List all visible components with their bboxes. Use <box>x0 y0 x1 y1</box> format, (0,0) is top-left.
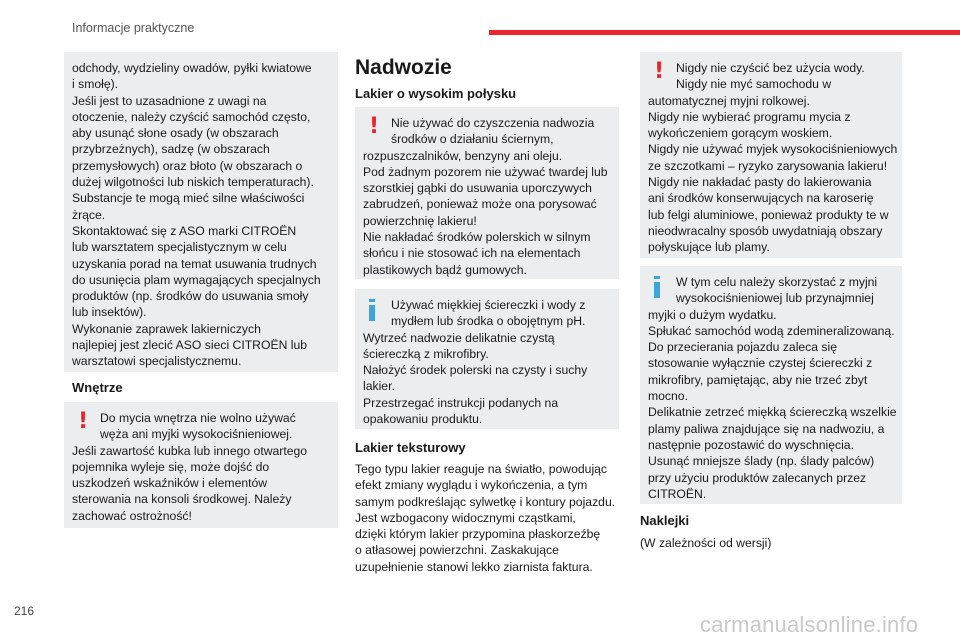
text-line: opakowaniu produktu. <box>363 412 483 427</box>
col2-info-box <box>355 289 619 429</box>
info-icon <box>650 276 664 298</box>
watermark: carmanualsonline.info <box>700 612 919 637</box>
text-line: wysokociśnieniowej lub przynajmniej <box>676 291 874 306</box>
text-line: dużej wilgotności lub niskich temperaturach). <box>72 175 314 190</box>
text-line: Usunąć mniejsze ślady (np. ślady palców) <box>648 454 875 469</box>
heading-textured: Lakier teksturowy <box>355 440 466 455</box>
header-red-bar <box>489 30 960 35</box>
text-line: ani środków konserwujących na karoserię <box>648 191 874 206</box>
text-line: Nigdy nie czyścić bez użycia wody. <box>676 61 865 75</box>
warning-icon: ! <box>369 114 380 139</box>
col2-box1-text <box>363 148 611 278</box>
col3-info-box <box>640 266 902 504</box>
col2-box1-indent <box>363 115 611 148</box>
text-line: najlepiej jest zlecić ASO sieci CITROËN lub <box>72 338 308 353</box>
text-line: myjki o dużym wydatku. <box>648 307 777 322</box>
col1-box-continued <box>64 52 338 372</box>
text-line: samym podkreślając sylwetkę i kontury pojazdu. <box>355 494 616 509</box>
text-line: lakier. <box>363 379 395 394</box>
text-line: Nałożyć środek polerski na czysty i suchy <box>363 363 588 378</box>
text-line: lub insektów). <box>72 305 147 320</box>
text-line: mocno. <box>648 389 688 404</box>
text-line: Nigdy nie nakładać pasty do lakierowania <box>648 175 872 190</box>
text-line: powierzchnię lakieru! <box>363 213 477 228</box>
text-line: węża ani myjki wysokociśnieniowej. <box>100 427 293 442</box>
text-line: efekt zmiany wyglądu i wykończenia, a tym <box>355 478 588 493</box>
text-line: Do przecierania pojazdu zaleca się <box>648 340 838 355</box>
text-line: CITROËN. <box>648 486 707 501</box>
text-line: otoczenie, należy czyścić samochód często, <box>72 109 311 124</box>
text-line: plastikowych bądź gumowych. <box>363 262 527 277</box>
text-line: Jest wzbogacony widocznymi cząstkami, <box>355 510 576 525</box>
warning-icon: ! <box>78 409 89 434</box>
text-line: odchody, wydzieliny owadów, pyłki kwiatowe <box>72 61 312 75</box>
col1-box2-text <box>72 443 330 524</box>
text-line: Spłukać samochód wodą zdemineralizowaną. <box>648 323 895 338</box>
text-line: Nie używać do czyszczenia nadwozia <box>391 116 595 130</box>
text-line: Do mycia wnętrza nie wolno używać <box>100 411 296 425</box>
textured-paragraph <box>355 461 625 575</box>
col1-box1-text <box>72 60 330 370</box>
text-line: produktów (np. środków do usuwania smoły <box>72 289 309 304</box>
text-line: nieodwracalny sposób uwydatniają obszary <box>648 223 883 238</box>
col2-warning-box <box>355 107 619 279</box>
col3-box2-text <box>648 307 897 503</box>
text-line: przy użyciu produktów zalecanych przez <box>648 470 867 485</box>
text-line: słońcu i nie stosować ich na elementach <box>363 246 581 261</box>
text-line: o atłasowej powierzchni. Zaskakujące <box>355 543 559 558</box>
text-line: Skontaktować się z ASO marki CITROËN <box>72 223 297 238</box>
text-line: uzyskania porad na temat usuwania trudnych <box>72 256 317 271</box>
text-line: Delikatnie zetrzeć miękką ściereczką wszelkie <box>648 405 897 420</box>
text-line: automatycznej myjni rolkowej. <box>648 93 810 108</box>
col1-box2-indent <box>72 410 330 443</box>
text-line: do usunięcia plam wymagających specjalnych <box>72 272 321 287</box>
text-line: lub felgi aluminiowe, ponieważ produkty te w <box>648 207 889 222</box>
col3-box1-indent <box>648 60 894 93</box>
text-line: Jeśli zawartość kubka lub innego otwartego <box>72 443 308 458</box>
heading-wnetrze: Wnętrze <box>72 380 123 395</box>
warning-icon: ! <box>654 59 665 84</box>
text-line: Jeśli jest to uzasadnione z uwagi na <box>72 93 267 108</box>
col1-warning-box <box>64 402 338 528</box>
col2-box2-text <box>363 330 611 428</box>
text-line: połyskujące lub plamy. <box>648 240 770 255</box>
col2-box2-indent <box>363 297 611 330</box>
text-line: ze szczotkami – ryzyko zarysowania lakieru! <box>648 158 888 173</box>
text-line: Używać miękkiej ściereczki i wody z <box>391 298 586 312</box>
text-line: lub warsztatem specjalistycznym w celu <box>72 240 287 255</box>
text-line: uszkodzeń wskaźników i elementów <box>72 476 268 491</box>
text-line: zachować ostrożność! <box>72 508 192 523</box>
col3-warning-box <box>640 52 902 258</box>
text-line: pojemnika wyleje się, może dojść do <box>72 459 270 474</box>
text-line: szorstkiej gąbki do usuwania uporczywych <box>363 181 592 196</box>
col3-box2-indent <box>648 274 894 307</box>
text-line: stosowanie wyłącznie czystej ściereczki z <box>648 356 873 371</box>
page-title-nadwozie: Nadwozie <box>355 56 452 79</box>
text-line: Przestrzegać instrukcji podanych na <box>363 395 559 410</box>
text-line: wykończeniem gorącym woskiem. <box>648 126 833 141</box>
text-line: mydłem lub środka o obojętnym pH. <box>391 314 586 329</box>
text-line: uzupełnienie stanowi lekko ziarnista faktura. <box>355 559 593 574</box>
text-line: Nie nakładać środków polerskich w silnym <box>363 230 591 245</box>
text-line: Tego typu lakier reaguje na światło, powodując <box>355 462 608 476</box>
stickers-note: (W zależności od wersji) <box>640 536 772 550</box>
col3-box1-text <box>648 93 898 256</box>
text-line: Nigdy nie wybierać programu mycia z <box>648 109 851 124</box>
text-line: aby usunąć słone osady (w obszarach <box>72 126 279 141</box>
text-line: dzięki którym lakier przypomina płaskorzeźbę <box>355 527 601 542</box>
text-line: ściereczką z mikrofibry. <box>363 346 489 361</box>
text-line: Substancje te mogą mieć silne właściwości <box>72 191 305 206</box>
text-line: Nigdy nie myć samochodu w <box>676 77 832 92</box>
text-line: W tym celu należy skorzystać z myjni <box>676 275 878 289</box>
subheading-gloss: Lakier o wysokim połysku <box>355 86 517 101</box>
text-line: żrące. <box>72 207 106 222</box>
text-line: sterowania na konsoli środkowej. Należy <box>72 492 292 507</box>
text-line: mikrofibry, pamiętając, aby nie trzeć zbyt <box>648 372 868 387</box>
text-line: następnie pozostawić do wyschnięcia. <box>648 437 854 452</box>
text-line: Wytrzeć nadwozie delikatnie czystą <box>363 330 555 345</box>
text-line: warsztatowi specjalistycznemu. <box>72 354 242 369</box>
header-title: Informacje praktyczne <box>72 21 195 35</box>
text-line: zabrudzeń, ponieważ może ona porysować <box>363 197 597 212</box>
info-icon <box>365 299 379 321</box>
text-line: i smołę). <box>72 77 119 92</box>
text-line: Wykonanie zaprawek lakierniczych <box>72 321 261 336</box>
text-line: rozpuszczalników, benzyny ani oleju. <box>363 148 563 163</box>
text-line: Nigdy nie używać myjek wysokociśnieniowych <box>648 142 898 157</box>
text-line: przybrzeżnych), sadzę (w obszarach <box>72 142 270 157</box>
text-line: środków o działaniu ściernym, <box>391 132 554 147</box>
text-line: przemysłowych) oraz błoto (w obszarach o <box>72 158 303 173</box>
text-line: Pod żadnym pozorem nie używać twardej lub <box>363 164 608 179</box>
heading-naklejki: Naklejki <box>640 513 690 528</box>
text-line: plamy paliwa znajdujące się na nadwoziu, a <box>648 421 885 436</box>
page-number: 216 <box>14 604 35 618</box>
